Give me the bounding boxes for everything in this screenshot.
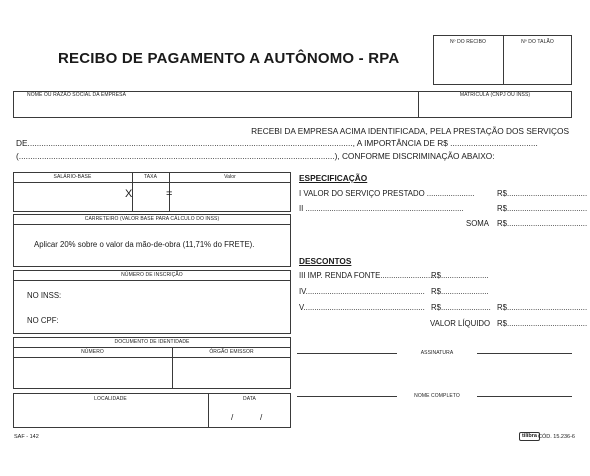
cpf-label: NO CPF: [27,316,59,325]
amount-text: , A IMPORTÂNCIA DE R$ ...................................... [352,138,538,148]
identity-doc-label: DOCUMENTO DE IDENTIDADE [114,339,190,345]
signature-field[interactable] [299,358,570,386]
doc-number-label: NÚMERO [81,349,104,355]
company-name-field[interactable] [15,99,416,116]
book-number-field[interactable] [505,48,570,83]
registration-number-label: NÚMERO DE INSCRIÇÃO [121,272,183,278]
issuer-field[interactable] [174,359,289,387]
signature-label: ASSINATURA [397,350,477,356]
item-ii-amount[interactable]: R$..................................... [497,204,588,213]
date-separator-1: / [231,412,234,422]
item-v-amount[interactable]: R$....................... [431,303,491,312]
service-value-line: I VALOR DO SERVIÇO PRESTADO ...................... [299,189,475,198]
income-tax-line: III IMP. RENDA FONTE.......................... [299,271,437,280]
statement-line-3[interactable]: (.........................................................................................................................................), CONFORME DISCRIMINAÇÃO ABAIXO: [16,151,495,161]
full-name-label: NOME COMPLETO [397,393,477,399]
value-label: Valor [224,174,236,180]
item-v-line[interactable]: V........................................................ [299,303,425,312]
base-salary-field[interactable] [15,184,123,210]
deductions-heading: DESCONTOS [299,256,352,266]
brand-logo: tilibra [519,432,540,441]
equals-symbol: = [166,188,173,200]
rate-label: TAXA [143,174,158,180]
specification-heading: ESPECIFICAÇÃO [299,173,368,183]
sum-amount[interactable]: R$..................................... [497,219,588,228]
receipt-number-field[interactable] [435,48,501,83]
issuer-label: ÓRGÃO EMISSOR [209,349,254,355]
sum-label: SOMA [466,219,489,228]
registration-field[interactable] [420,99,570,116]
total-deductions-amount[interactable]: R$..................................... [497,303,588,312]
full-name-field[interactable] [299,401,570,426]
company-name-label: NOME OU RAZÃO SOCIAL DA EMPRESA [27,92,127,98]
inss-field[interactable] [66,287,286,303]
net-value-label: VALOR LÍQUIDO [430,319,491,328]
trucker-instruction: Aplicar 20% sobre o valor da mão-de-obra (11,71% do FRETE). [34,240,255,249]
times-symbol: X [125,188,133,200]
product-code: CÓD. 15.236-6 [538,434,575,440]
date-label: DATA [243,396,256,402]
item-iv-amount[interactable]: R$...................... [431,287,489,296]
form-code: SAF - 142 [14,434,39,440]
form-title: RECIBO DE PAGAMENTO A AUTÔNOMO - RPA [58,50,400,67]
net-value-amount[interactable]: R$..................................... [497,319,588,328]
service-value-amount[interactable]: R$..................................... [497,189,588,198]
trucker-label: CARRETEIRO (VALOR BASE PARA CÁLCULO DO INSS) [84,216,220,222]
receipt-number-label: Nº DO RECIBO [449,39,487,45]
book-number-label: Nº DO TALÃO [521,39,554,45]
date-field[interactable] [210,404,289,426]
cpf-field[interactable] [66,312,286,328]
date-separator-2: / [260,412,263,422]
registration-label: MATRÍCULA (CNPJ OU INSS) [459,92,531,98]
base-salary-label: SALÁRIO-BASE [53,174,92,180]
value-field[interactable] [178,184,289,210]
statement-line-1: RECEBI DA EMPRESA ACIMA IDENTIFICADA, PELA PRESTAÇÃO DOS SERVIÇOS [251,126,569,136]
service-description-dots: DE............................................................................................................................................. [16,138,353,148]
statement-line-2[interactable] [16,138,570,148]
item-ii-line[interactable]: II ......................................................................... [299,204,464,213]
rate-field[interactable] [135,184,165,210]
location-field[interactable] [15,404,206,426]
location-label: LOCALIDADE [94,396,127,402]
doc-number-field[interactable] [15,359,170,387]
item-iv-line[interactable]: IV....................................................... [299,287,425,296]
income-tax-amount[interactable]: R$...................... [431,271,489,280]
inss-label: NO INSS: [27,291,62,300]
